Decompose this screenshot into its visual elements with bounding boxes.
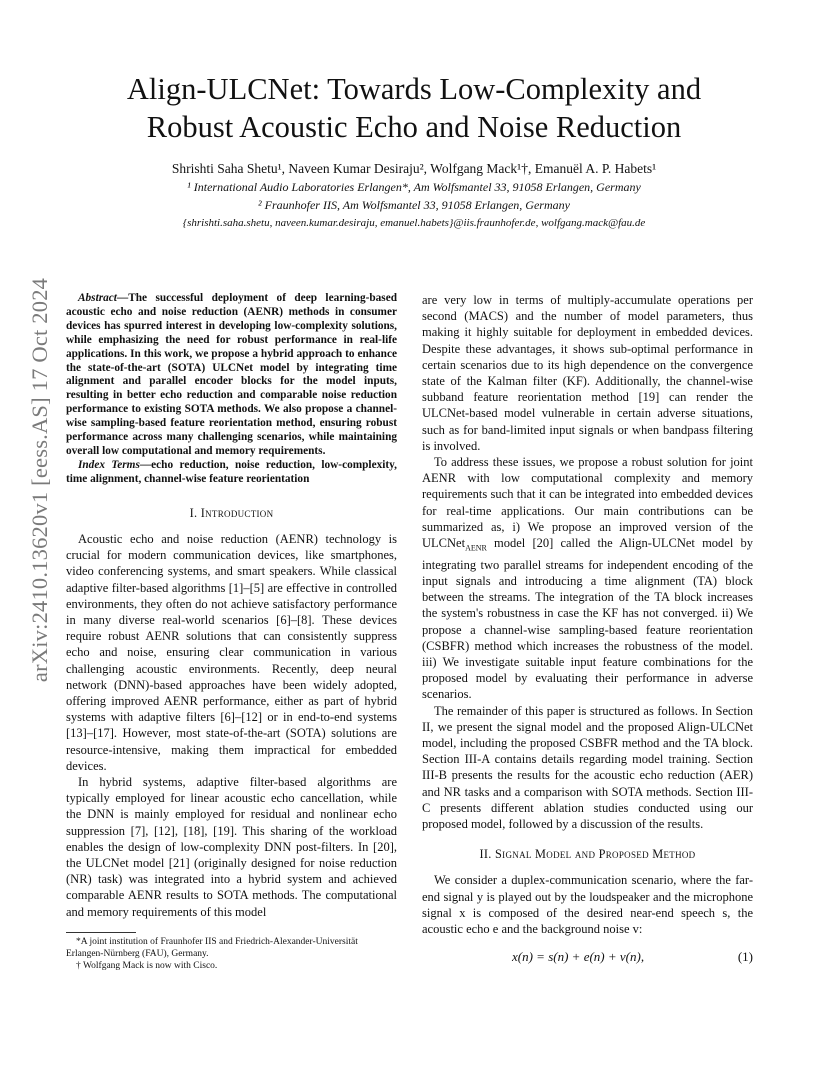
right-paragraph-1: are very low in terms of multiply-accumulate operations per second (MACS) and the number of model parameters, thus making it highly suitable for deployment in embedded devices. Despite these advantages, it shows sub-optimal performance in certain scenarios due to its high dependence on the convergence state of the Kalman filter (KF). Additionally, the channel-wise subband feature reorientation method [19] can render the ULCNet-based model vulnerable in certain adverse situations, such as for band-limited input signals or when bandpass filtering is involved. <box>422 293 753 453</box>
signal-model-paragraph: We consider a duplex-communication scenario, where the far-end signal y is played out by the loudspeaker and the microphone signal x is composed of the desired near-end speech s, the acoustic echo e and the background noise v: <box>422 873 753 937</box>
index-terms-lead: Index Terms <box>78 458 140 471</box>
right-column <box>422 292 753 967</box>
equation-body: x(n) = s(n) + e(n) + v(n), <box>512 949 645 965</box>
footnote-affiliation-change: † Wolfgang Mack is now with Cisco. <box>76 961 218 971</box>
arxiv-identifier: arXiv:2410.13620v1 [eess.AS] 17 Oct 2024 <box>27 277 52 683</box>
arxiv-sidebar-stamp <box>20 277 60 683</box>
title-line-1: Align-ULCNet: Towards Low-Complexity and <box>126 72 702 106</box>
section-heading-introduction: I. Introduction <box>189 505 274 520</box>
footnotes <box>66 936 397 972</box>
footnote-institution: *A joint institution of Fraunhofer IIS and Friedrich-Alexander-Universität Erlangen-Nürnberg (FAU), Germany. <box>66 937 358 959</box>
equation-number: (1) <box>737 949 753 965</box>
contributions-text-b: model [20] called the Align-ULCNet model by integrating two parallel streams for independent encoding of the input signals and introducing a time alignment (TA) block between the streams. The integration of the TA block increases the system's robustness in case the KF has not converged. ii) We propose a channel-wise sampling-based feature reorientation (CSBFR) method which increases the robustness of the model. iii) We investigate suitable input feature combinations for the proposed model by evaluating their performance in adverse scenarios. <box>422 536 753 702</box>
contributions-text-a: To address these issues, we propose a robust solution for joint AENR with low computational complexity and memory requirements such that it can be integrated into embedded devices for real-time applications. Our main contributions can be summarized as, i) We propose an improved version of the ULCNet <box>422 455 753 551</box>
section-heading-signal-model: II. Signal Model and Proposed Method <box>479 847 696 862</box>
affiliation-2: ² Fraunhofer IIS, Am Wolfsmantel 33, 91058 Erlangen, Germany <box>258 198 570 212</box>
footnote-divider <box>66 932 136 933</box>
affiliation-1: ¹ International Audio Laboratories Erlangen*, Am Wolfsmantel 33, 91058 Erlangen, Germany <box>187 180 641 194</box>
structure-paragraph: The remainder of this paper is structured as follows. In Section II, we present the signal model and the proposed Align-ULCNet model, including the proposed CSBFR method and the TA block. Section III-A contains details regarding model training. Section III-B presents the results for the acoustic echo reduction (AER) and NR tasks and a comparison with SOTA methods. Section III-C presents different ablation studies conducted using our proposed model, followed by a discussion of the results. <box>422 703 753 831</box>
abstract-text: —The successful deployment of deep learning-based acoustic echo and noise reduction (AENR) methods in consumer devices has spurred interest in developing low-complexity solutions, while emphasizing the need for robust performance in real-life applications. In this work, we propose a hybrid approach to enhance the state-of-the-art (SOTA) ULCNet model by integrating time alignment and parallel encoder blocks for the model inputs, resulting in better echo reduction and comparable noise reduction performance to existing SOTA methods. We also propose a channel-wise sampling-based feature reorientation method, ensuring robust performance across many challenging scenarios, while maintaining overall low computational and memory requirements. <box>66 292 397 457</box>
contributions-paragraph <box>422 454 753 703</box>
intro-paragraph-1: Acoustic echo and noise reduction (AENR) technology is crucial for modern communication devices, like smartphones, video conferencing systems, and smart speakers. While classical adaptive filter-based algorithms [1]–[5] are effective in controlled environments, they often do not achieve satisfactory performance in many diverse real-world scenarios [6]–[8]. These devices require robust AENR solutions that can consistently suppress echo and noise, ensuring clear communication in various challenging acoustic environments. Recently, deep neural network (DNN)-based approaches have been widely adopted, offering improved AENR performance, either as part of hybrid systems with adaptive filters [6]–[12] or in end-to-end systems [13]–[17]. However, most state-of-the-art (SOTA) solutions are resource-intensive, making them impractical for embedded devices. <box>66 531 397 773</box>
abstract-lead: Abstract <box>78 292 117 304</box>
author-emails: {shrishti.saha.shetu, naveen.kumar.desiraju, emanuel.habets}@iis.fraunhofer.de, wolfgang.mack@fau.de <box>182 217 646 229</box>
left-column <box>66 292 397 920</box>
model-subscript: AENR <box>465 543 487 553</box>
index-terms <box>66 459 397 487</box>
author-list: Shrishti Saha Shetu¹, Naveen Kumar Desiraju², Wolfgang Mack¹†, Emanuël A. P. Habets¹ <box>171 161 657 176</box>
title-line-2: Robust Acoustic Echo and Noise Reduction <box>146 110 682 144</box>
intro-paragraph-2: In hybrid systems, adaptive filter-based algorithms are typically employed for linear acoustic echo cancellation, while the DNN is mainly employed for residual and nonlinear echo suppression [7], [12], [18], [19]. This sharing of the workload enables the design of low-complexity DNN post-filters. In [20], the ULCNet model [21] (originally designed for noise reduction (NR) task) was integrated into a hybrid system and achieved comparable AENR results to SOTA methods. The computational and memory requirements of this model <box>66 774 397 919</box>
index-terms-text: —echo reduction, noise reduction, low-complexity, time alignment, channel-wise feature reorientation <box>66 458 397 485</box>
equation-1 <box>422 949 753 967</box>
paper-title <box>60 70 768 146</box>
abstract <box>66 292 397 459</box>
